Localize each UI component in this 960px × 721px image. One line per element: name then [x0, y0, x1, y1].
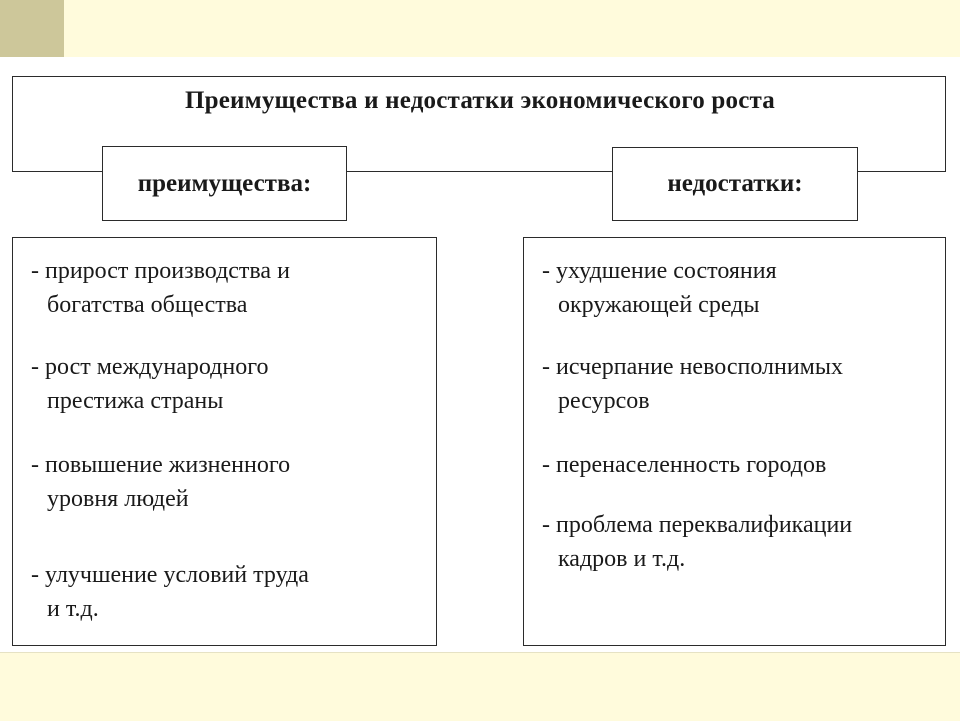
advantage-item: - прирост производства и богатства общества [31, 258, 290, 318]
advantages-list [12, 237, 437, 646]
disadvantage-item: - проблема переквалификации кадров и т.д. [542, 512, 853, 572]
advantage-item: - улучшение условий труда и т.д. [31, 562, 309, 622]
disadvantages-label: недостатки: [667, 170, 803, 197]
advantages-label-box [102, 146, 347, 221]
disadvantage-item: - ухудшение состояния окружающей среды [542, 258, 777, 318]
disadvantage-item: - исчерпание невосполнимых ресурсов [542, 354, 843, 414]
advantages-label: преимущества: [137, 169, 312, 197]
slide-top-band [0, 0, 960, 57]
slide-accent-square [0, 0, 64, 57]
disadvantage-item: - перенаселенность городов [542, 452, 827, 478]
disadvantages-label-box [612, 147, 858, 221]
diagram-title: Преимущества и недостатки экономического роста [184, 87, 776, 114]
advantage-item: - рост международного престижа страны [31, 354, 269, 414]
slide-bottom-band [0, 652, 960, 721]
disadvantages-list [523, 237, 946, 646]
advantage-item: - повышение жизненного уровня людей [31, 452, 291, 512]
